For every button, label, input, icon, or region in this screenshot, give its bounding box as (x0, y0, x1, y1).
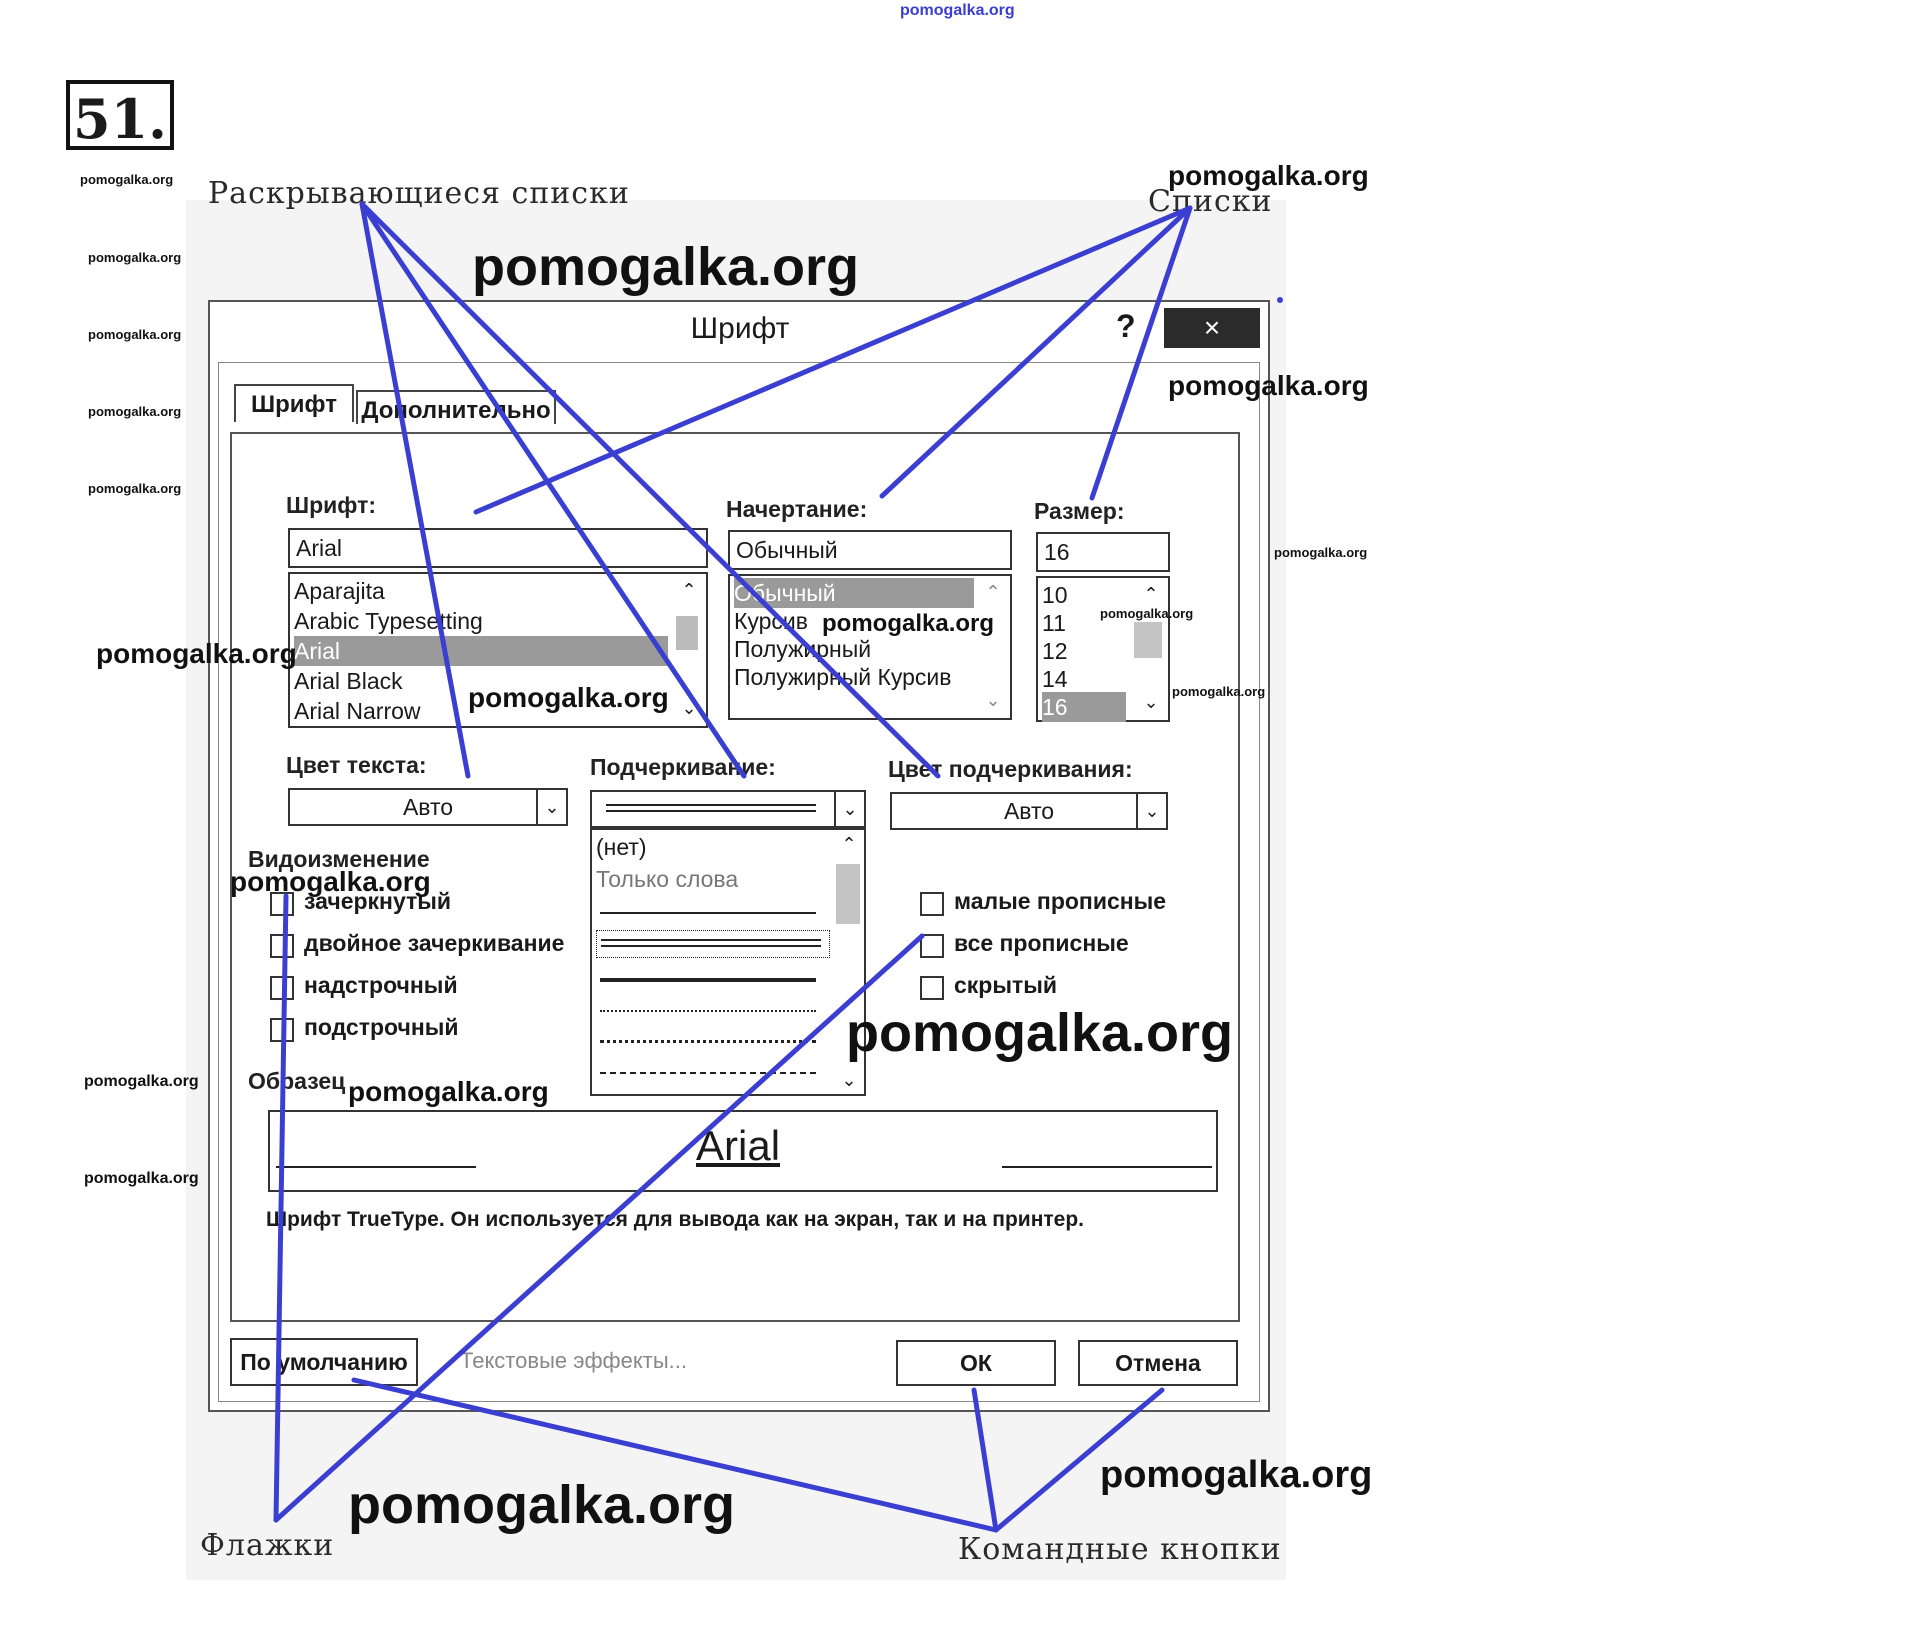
preview-note: Шрифт TrueType. Он используется для вывода как на экран, так и на принтер. (266, 1208, 1085, 1231)
list-item[interactable]: (нет) (596, 834, 647, 860)
watermark: pomogalka.org (472, 237, 860, 297)
strikethrough-label: зачеркнутый (304, 888, 452, 914)
annotation-line (974, 1390, 996, 1530)
annotation-line (276, 936, 922, 1520)
tab-advanced[interactable]: Дополнительно (356, 390, 556, 424)
effects-label: Видоизменение (248, 846, 430, 872)
annotation-line (276, 896, 286, 1520)
list-item[interactable]: Только слова (596, 866, 739, 892)
double-strikethrough-label: двойное зачеркивание (304, 930, 565, 956)
cancel-button[interactable]: Отмена (1078, 1340, 1238, 1386)
close-button[interactable]: × (1164, 308, 1260, 348)
font-label: Шрифт: (286, 492, 377, 518)
scroll-up-icon[interactable]: ⌃ (681, 580, 697, 600)
scroll-up-icon[interactable]: ⌃ (841, 834, 857, 854)
list-item[interactable]: Курсив (734, 608, 808, 634)
watermark: pomogalka.org (88, 327, 182, 342)
watermark: pomogalka.org (84, 1170, 199, 1187)
underline-color-label: Цвет подчеркивания: (888, 756, 1133, 782)
exercise-number: 51. (66, 80, 174, 150)
watermark: pomogalka.org (230, 866, 431, 897)
scroll-down-icon[interactable]: ⌄ (841, 1070, 857, 1090)
size-label: Размер: (1034, 498, 1125, 524)
list-item[interactable]: Arial Black (294, 668, 403, 694)
watermark: pomogalka.org (1172, 684, 1266, 699)
list-item[interactable]: Полужирный (734, 636, 872, 662)
text-color-value: Авто (402, 794, 454, 820)
underline-color-value: Авто (1003, 798, 1055, 824)
all-caps-label: все прописные (954, 930, 1129, 956)
caption-checkboxes: Флажки (200, 1528, 335, 1563)
caption-command-buttons: Командные кнопки (958, 1532, 1282, 1567)
watermark: pomogalka.org (88, 404, 182, 419)
watermark: pomogalka.org (1100, 606, 1194, 621)
tab-font[interactable]: Шрифт (234, 384, 354, 422)
watermark: pomogalka.org (96, 638, 297, 669)
style-label: Начертание: (726, 496, 868, 522)
watermark: pomogalka.org (88, 250, 182, 265)
list-item[interactable]: 11 (1042, 610, 1066, 636)
annotation-line (362, 204, 468, 776)
ok-button[interactable]: ОК (896, 1340, 1056, 1386)
list-item-selected[interactable]: 16 (1042, 692, 1126, 722)
chevron-down-icon[interactable]: ⌄ (1136, 794, 1166, 828)
watermark: pomogalka.org (348, 1475, 736, 1535)
watermark: pomogalka.org (88, 481, 182, 496)
text-effects-button[interactable]: Текстовые эффекты... (460, 1348, 687, 1373)
help-icon[interactable]: ? (1116, 308, 1136, 344)
scroll-up-icon[interactable]: ⌃ (1143, 584, 1159, 604)
default-button[interactable]: По умолчанию (230, 1338, 418, 1386)
watermark: pomogalka.org (84, 1073, 199, 1090)
list-item[interactable]: Arial Narrow (294, 698, 421, 724)
watermark: pomogalka.org (348, 1076, 549, 1107)
caption-lists: Списки (1148, 184, 1273, 219)
subscript-label: подстрочный (304, 1014, 459, 1040)
watermark: pomogalka.org (80, 172, 174, 187)
list-item[interactable]: Aparajita (294, 578, 385, 604)
list-item[interactable]: Полужирный Курсив (734, 664, 952, 690)
list-item[interactable]: 12 (1042, 638, 1068, 664)
preview-label: Образец (248, 1068, 346, 1094)
underline-label: Подчеркивание: (590, 754, 776, 780)
top-watermark: pomogalka.org (900, 2, 1015, 19)
watermark: pomogalka.org (846, 1003, 1234, 1063)
watermark: pomogalka.org (822, 610, 995, 637)
dialog-title: Шрифт (690, 312, 790, 345)
scroll-down-icon[interactable]: ⌄ (985, 690, 1001, 710)
list-item[interactable]: 14 (1042, 666, 1068, 692)
list-item[interactable]: Arabic Typesetting (294, 608, 483, 634)
chevron-down-icon[interactable]: ⌄ (834, 792, 864, 826)
hidden-label: скрытый (954, 972, 1058, 998)
watermark: pomogalka.org (1274, 545, 1368, 560)
list-item[interactable]: 10 (1042, 582, 1068, 608)
watermark: pomogalka.org (1168, 370, 1369, 401)
caption-dropdown-lists: Раскрывающиеся списки (208, 176, 630, 211)
list-item-selected[interactable]: Обычный (734, 578, 974, 608)
style-input[interactable]: Обычный (728, 530, 1012, 570)
chevron-down-icon[interactable]: ⌄ (536, 790, 566, 824)
scroll-down-icon[interactable]: ⌄ (681, 698, 697, 718)
superscript-label: надстрочный (304, 972, 458, 998)
scroll-up-icon[interactable]: ⌃ (985, 582, 1001, 602)
preview-sample: Arial (696, 1122, 781, 1169)
watermark: pomogalka.org (1168, 160, 1369, 191)
font-input[interactable]: Arial (288, 528, 708, 568)
list-item-selected[interactable]: Arial (294, 636, 668, 666)
text-color-label: Цвет текста: (286, 752, 427, 778)
watermark: pomogalka.org (1100, 1454, 1373, 1496)
size-input[interactable]: 16 (1036, 532, 1170, 572)
watermark: pomogalka.org (468, 682, 669, 713)
scroll-down-icon[interactable]: ⌄ (1143, 692, 1159, 712)
small-caps-label: малые прописные (954, 888, 1167, 914)
